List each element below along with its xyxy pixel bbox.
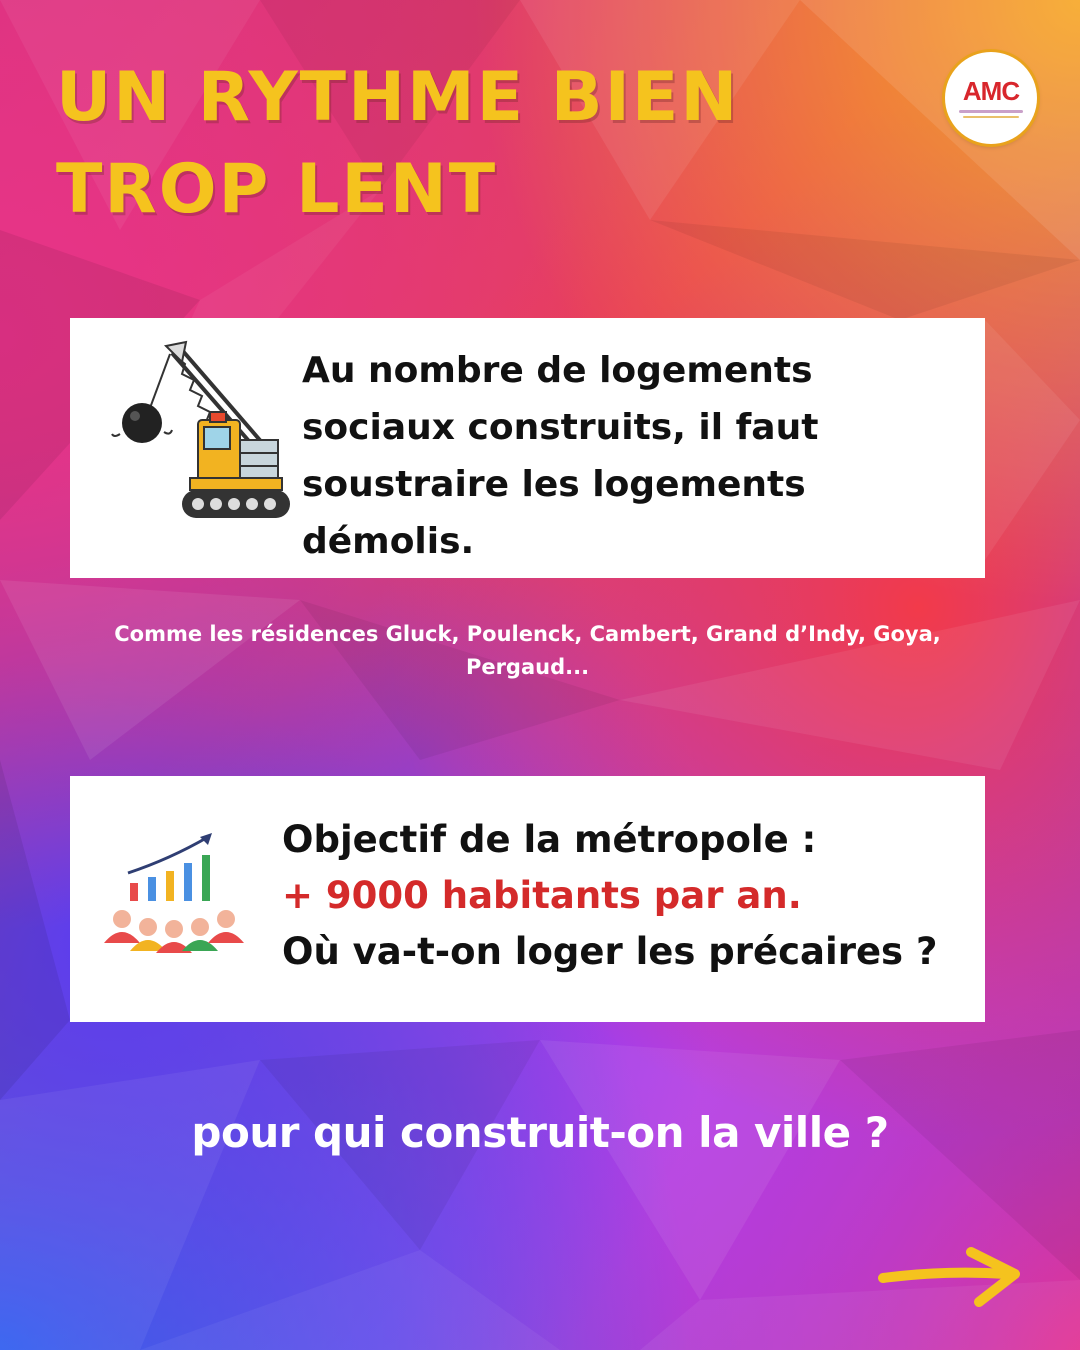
objective-highlight: + 9000 habitants par an. — [282, 874, 802, 917]
demolition-line-2: sociaux construits, il faut — [302, 407, 819, 448]
residences-note — [70, 618, 985, 684]
demolition-line-3: soustraire les logements — [302, 464, 806, 505]
title-line-2: TROP LENT — [56, 150, 498, 229]
residences-note-line-2: Pergaud... — [465, 655, 590, 679]
arrow-right-icon[interactable] — [875, 1240, 1025, 1310]
logo-stripe-2 — [963, 116, 1019, 118]
demolition-card — [70, 318, 985, 578]
amc-logo — [945, 52, 1037, 144]
demolition-line-1: Au nombre de logements — [302, 350, 813, 391]
wrecking-crane-icon — [90, 328, 290, 523]
objective-line-1: Objectif de la métropole : — [282, 818, 817, 861]
population-growth-chart-icon — [100, 831, 250, 956]
objective-line-3: Où va-t-on loger les précaires ? — [282, 930, 938, 973]
demolition-text — [302, 342, 922, 570]
demolition-line-4: démolis. — [302, 521, 475, 562]
closing-question: pour qui construit-on la ville ? — [191, 1108, 889, 1157]
objective-card — [70, 776, 985, 1022]
logo-stripe — [959, 110, 1023, 113]
objective-text — [282, 812, 982, 980]
page-title — [56, 52, 739, 236]
logo-text: AMC — [962, 76, 1020, 106]
residences-note-line-1: Comme les résidences Gluck, Poulenck, Cambert, Grand d’Indy, Goya, — [114, 622, 941, 646]
title-line-1: UN RYTHME BIEN — [56, 58, 740, 137]
